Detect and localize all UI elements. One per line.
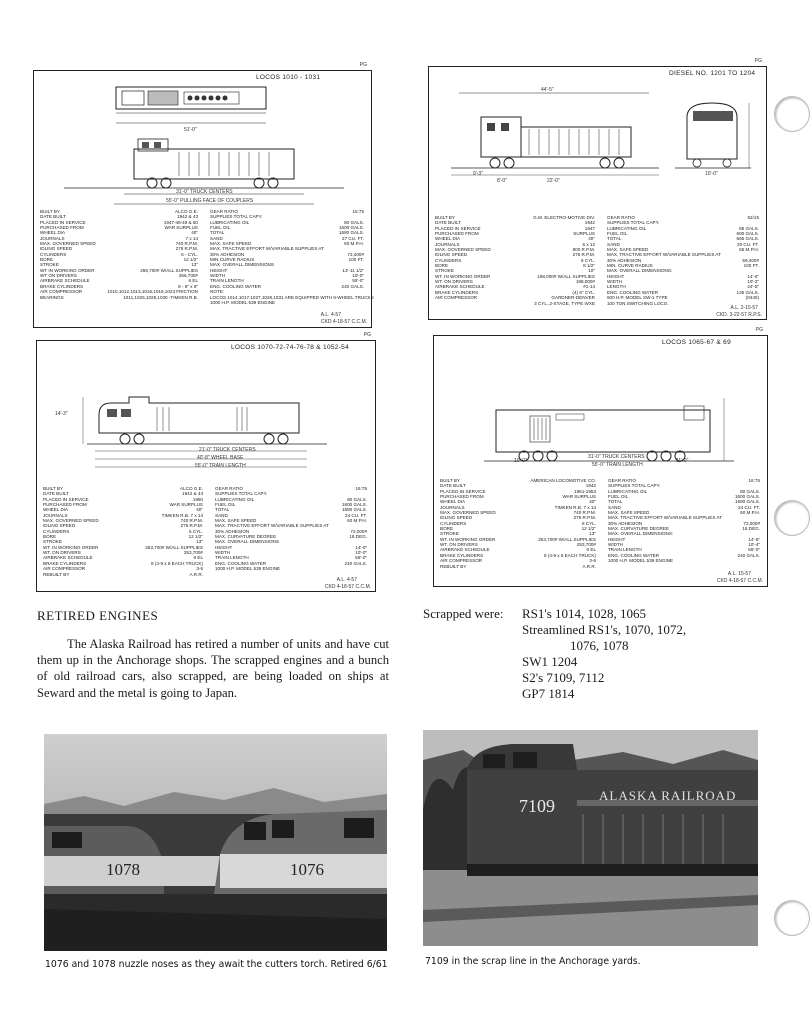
- punch-hole: [774, 900, 810, 936]
- sheet-title: LOCOS 1010 - 1031: [256, 74, 321, 81]
- dimension-label: 31'-0" TRUCK CENTERS: [588, 454, 645, 460]
- dimension-label: 9'-3": [473, 171, 483, 177]
- spec-sheet-locos-1065: [433, 327, 768, 587]
- dimension-label: 10'-0": [514, 458, 527, 464]
- sheet-footer: A.L. 2-15-57: [730, 305, 758, 311]
- sheet-footer: CKD 4-18-57 C.C.M.: [716, 578, 763, 584]
- sheet-footer: A.L. 15-57: [727, 571, 751, 577]
- punch-hole: [774, 96, 810, 132]
- dimension-label: 55'-0" PULLING FACE OF COUPLERS: [166, 198, 254, 204]
- spec-table-left: BUILT BY ALCO G.E. DATE BUILT 1942 & 43 PLACED IN SERVICE 1950 PURCHASED FROM WAR SURPLUS WHEEL DIA 40" JOURNALS TIMKEN R.B. 7 x 14 MAX. GOVERNED SPEED 740 R.P.M. IDLING SPEED 275 R.P.M. CYLINDERS 6 CYL. BORE 12 1/2" STROKE 13" WT. IN WORKING ORDER 253,700# W/ALL SUPPLIES WT. ON DRIVERS 253,700# AIRBRAKE SCHEDULE 6 EL BRAKE CYLINDERS 8 (4-9 x 8 EACH TRUCK) AIR COMPRESSOR 3-6 REBUILT BY A.R.R.: [43, 486, 203, 577]
- sheet-footer: CKD. 3-22-57 R.P.S.: [716, 312, 762, 318]
- scrapped-line: GP7 1814: [522, 686, 575, 701]
- sheet-footer: CKD 4-18-57 C.C.M.: [320, 319, 367, 325]
- punch-hole: [774, 500, 810, 536]
- dimension-label: 31'-0" TRUCK CENTERS: [176, 189, 233, 195]
- dimension-label: 51'-0": [184, 127, 197, 133]
- sheet-title: LOCOS 1070-72-74-76-78 & 1052-54: [231, 344, 350, 351]
- spec-sheet-locos-1010: [33, 62, 374, 328]
- article-body: The Alaska Railroad has retired a number of units and have cut them up in the Anchorage shops. The scrapped engines and a bunch of old railroad cars, also scrapped, are being loaded on ships at Seward and the metal is going to Japan.: [37, 637, 389, 700]
- spec-table-right: GEAR RATIO 16:75 SUPPLIES TOTAL CAPY. LUBRICATING OIL 80 GALS. FUEL OIL 1600 GALS. TOTAL 1680 GALS. SAND 24 CU. FT. MAX. SAFE SPEED 60 M.P.H. MAX. TRACTIVE EFFORT W/VARIABLE SUPPLIES AT 30% ADHESION 72,000# MAX. CURVATURE DEGREE 16 DEG. MAX. OVERALL DIMENSIONS HEIGHT 14'-0" WIDTH 10'-0" TRAIN LENGTH 55'-0" ENG. COOLING WATER 240 GALS. 1000 H.P. MODEL 539 ENGINE: [215, 486, 367, 572]
- scrapped-line: SW1 1204: [522, 654, 578, 669]
- dimension-label: 44'-5": [541, 87, 554, 93]
- alaska-railroad-lettering: ALASKA RAILROAD: [599, 788, 737, 803]
- article-heading: RETIRED ENGINES: [37, 608, 159, 623]
- dimension-label: 22'-0": [547, 178, 560, 184]
- locomotive-number-1078: 1078: [106, 860, 140, 879]
- locomotive-drawing: [429, 77, 766, 197]
- sheet-pg-mark: PG: [359, 62, 367, 68]
- scrapped-line: 1076, 1078: [570, 638, 629, 653]
- scrapped-line: S2's 7109, 7112: [522, 670, 605, 685]
- spec-table-left: BUILT BY ALCO G.E. DATE BUILT 1942 & 43 PLACED IN SERVICE 1947-48-49 & 50 PURCHASED FROM WAR SURPLUS WHEEL DIA 40" JOURNALS 7 x 14 MAX. GOVERNED SPEED 740 R.P.M. IDLING SPEED 275 R.P.M. CYLINDERS 6 - CYL. BORE 12 1/2" STROKE 13" WT IN WORKING ORDER 266,700# W/ALL SUPPLIES WT ON DRIVERS 266,700# AIRBRAKE SCHEDULE 6 EL BRAKE CYLINDERS 8 - 6" x 8" AIR COMPRESSOR 1010,1012,1013,1016,1018,1023 FRICTION BEARINGS 1011,1026,1029,1030 -TIMKEN R.B.: [40, 209, 198, 300]
- photo-1076-1078: [44, 734, 387, 951]
- dimension-label: 11'-0": [676, 458, 689, 464]
- locomotive-number-1076: 1076: [290, 860, 324, 879]
- photo-locomotive-image: [423, 730, 758, 946]
- photo-caption: 1076 and 1078 nuzzle noses as they await the cutters torch. Retired 6/61: [45, 959, 388, 970]
- scrapped-line: RS1's 1014, 1028, 1065: [522, 606, 647, 621]
- dimension-label: 55'-0" TRAIN LENGTH: [195, 463, 246, 469]
- spec-table-left: BUILT BY G.M. ELECTRO-MOTIVE DIV. DATE BUILT 1942 PLACED IN SERVICE 1947 PURCHASED FROM SURPLUS WHEEL DIA 40" JOURNALS 6 x 12 MAX. GOVERNED SPEED 800 R.P.M. IDLING SPEED 275 R.P.M. CYLINDERS 6 CYL. BORE 8 1/2" STROKE 10" WT. IN WORKING ORDER 198,000# W/ALL SUPPLIES WT. ON DRIVERS 198,000# AIRBRAKE SCHEDULE #1-14 BRAKE CYLINDERS (4) 6" CYL. AIR COMPRESSOR GARDNER-DENVER 3 CYL.,2-STAGE, TYPE WXE: [435, 215, 595, 306]
- spec-table-left: BUILT BY AMERICAN LOCOMOTIVE CO. DATE BUILT 1942 PLACED IN SERVICE 1951-1953 PURCHASED FROM WAR SURPLUS WHEEL DIA 40" JOURNALS TIMKEN R.B. 7 x 14 MAX. GOVERNED SPEED 740 R.P.M. IDLING SPEED 275 R.P.M. CYLINDERS 6 CYL. BORE 12 1/2" STROKE 13" WT. IN WORKING ORDER 253,700# W/ALL SUPPLIES WT. ON DRIVERS 253,700# AIRBRAKE SCHEDULE 6 EL BRAKE CYLINDERS 8 (4-9 x 8 EACH TRUCK) AIR COMPRESSOR 3-6 REBUILT BY A.R.R.: [440, 478, 596, 569]
- dimension-label: 14'-3": [55, 411, 68, 417]
- sheet-pg-mark: PG: [754, 58, 762, 64]
- scrapped-label: Scrapped were:: [423, 606, 504, 621]
- photo-7109: [423, 730, 758, 946]
- spec-sheet-locos-1070: [36, 332, 376, 592]
- sheet-footer: A.L. 4-57: [320, 312, 341, 318]
- sheet-title: LOCOS 1065-67 & 69: [662, 339, 731, 346]
- dimension-label: 40'-8" WHEEL BASE: [197, 455, 244, 461]
- spec-table-right: GEAR RATIO 62/15 SUPPLIES TOTAL CAPY. LUBRICATING OIL 65 GALS. FUEL OIL 600 GALS. TOTAL 665 GALS. SAND 20 CU. FT. MAX. SAFE SPEED 65 M.P.H. MAX. TRACTIVE EFFORT W/VARIABLE SUPPLIES AT 30% ADHESION 59,400# MIN. CURVE RADIUS 100 FT. MAX. OVERALL DIMENSIONS: HEIGHT 14'-5" WIDTH 10'-2" LENGTH 44'-5" ENG. COOLING WATER 135 GALS. 600 H.P. MODEL SW-1 TYPE (0440) 100 TON SWITCHING LOCO.: [607, 215, 759, 306]
- dimension-label: 21'-0" TRUCK CENTERS: [199, 447, 256, 453]
- locomotive-number-7109: 7109: [519, 796, 555, 816]
- sheet-title: DIESEL NO. 1201 TO 1204: [669, 70, 756, 77]
- sheet-pg-mark: PG: [755, 327, 763, 333]
- spec-sheet-diesel-1201: [428, 58, 767, 320]
- sheet-footer: A.L. 4-57: [336, 577, 357, 583]
- photo-caption: 7109 in the scrap line in the Anchorage yards.: [425, 956, 641, 967]
- dimension-label: 8'-0": [497, 178, 507, 184]
- spec-table-right: GEAR RATIO 16:75 SUPPLIES TOTAL CAPY. LUBRICATING OIL 80 GALS. FUEL OIL 1600 GALS. TOTAL 1680 GALS. SAND 24 CU. FT. MAX. SAFE SPEED 60 M.P.H. MAX. TRACTIVE EFFORT W/VARIABLE SUPPLIES AT 30% ADHESION 72,000# MAX. CURVATURE DEGREE 16 DEG. MAX. OVERALL DIMENSIONS: HEIGHT 14'-5" WIDTH 10'-4" TRAIN LENGTH 55'-0" ENG. COOLING WATER 240 GALS. 1000 H.P. MODEL 539 ENGINE: [608, 478, 760, 564]
- scrapped-line: Streamlined RS1's, 1070, 1072,: [522, 622, 687, 637]
- spec-table-right: GEAR RATIO 15:75 SUPPLIES TOTAL CAPY. LUBRICATING OIL 80 GALS. FUEL OIL 1600 GALS. TOTAL 1680 GALS. SAND 27 CU. FT. MAX. SAFE SPEED 60 M.P.H. MAX. TRACTIVE EFFORT W/VARIABLE SUPPLIES AT 30% ADHESION 72,400# MIN CURVE RADIUS 100 FT. MAX. OVERALL DIMENSIONS HEIGHT 13'-11 1/2" WIDTH 10'-0" TRAIN LENGTH 55'-0" ENG. COOLING WATER 240 GALS. NOTE: LOCOS 1014,1017,1027,1028,1031 ARE EQUIPPED WITH 6-WHEEL TRUCKS 1000 H.P. MODEL 539 ENGINE: [210, 209, 374, 305]
- dimension-label: 10'-0": [705, 171, 718, 177]
- sheet-footer: CKD 4-18-57 C.C.M.: [324, 584, 371, 590]
- photo-locomotives-image: [44, 734, 387, 951]
- dimension-label: 55'-0" TRAIN LENGTH: [592, 462, 643, 468]
- sheet-pg-mark: PG: [363, 332, 371, 338]
